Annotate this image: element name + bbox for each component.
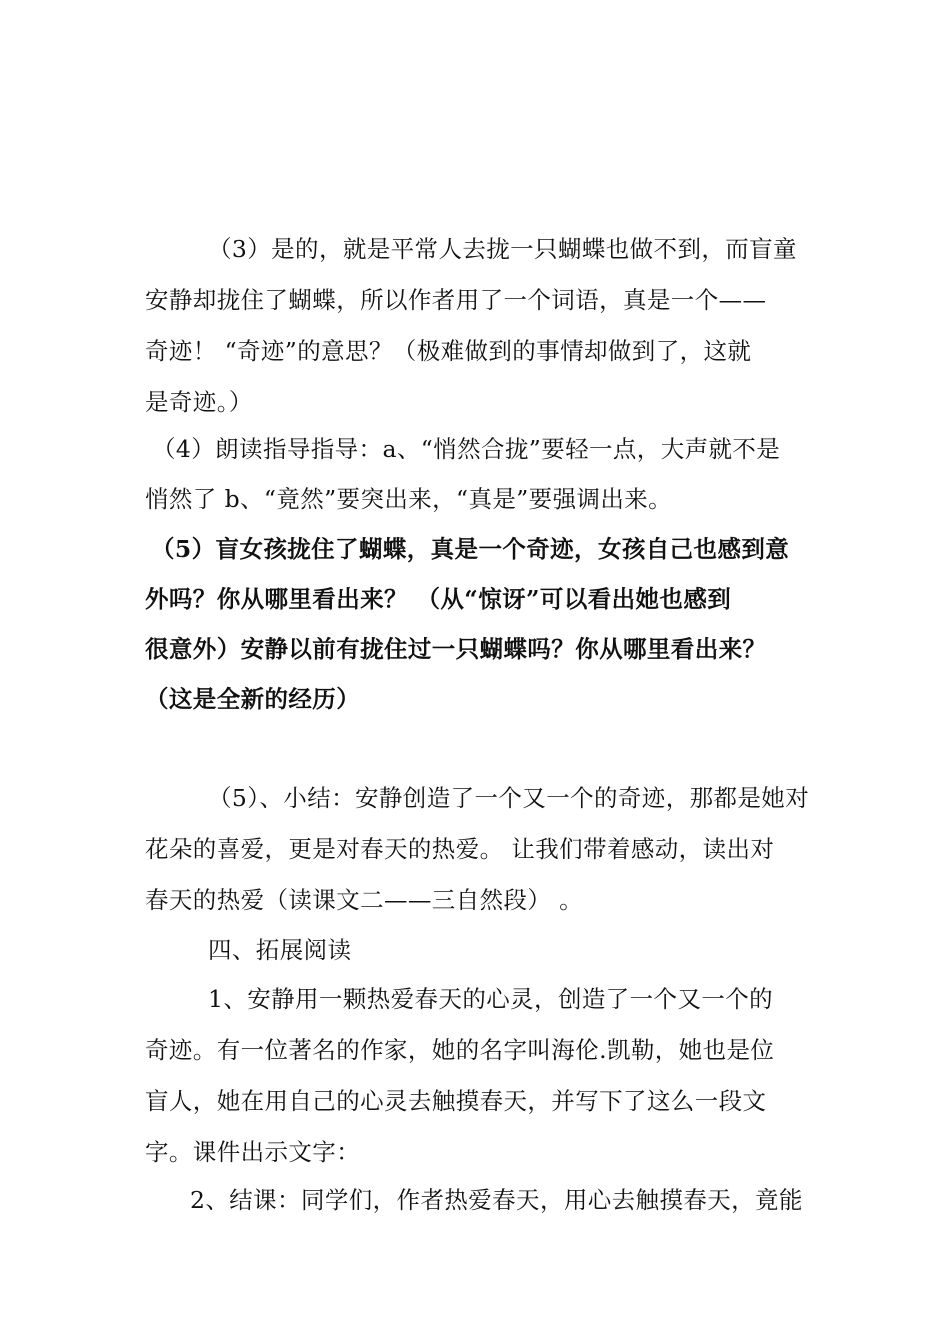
paragraph-5-line-4: （这是全新的经历）: [145, 685, 361, 713]
paragraph-3-line-2: 安静却拢住了蝴蝶，所以作者用了一个词语，真是一个——: [145, 286, 767, 314]
summary-line-3: 春天的热爱（读课文二——三自然段） 。: [145, 886, 584, 914]
section-heading-extended-reading: 四、拓展阅读: [208, 936, 352, 964]
reading-line-4: 字。课件出示文字：: [145, 1138, 361, 1166]
summary-line-2: 花朵的喜爱，更是对春天的热爱。 让我们带着感动，读出对: [145, 835, 775, 863]
paragraph-4-line-1: （4）朗读指导指导：a、“悄然合拢”要轻一点，大声就不是: [152, 435, 781, 463]
paragraph-5-line-1: （5）盲女孩拢住了蝴蝶，真是一个奇迹，女孩自己也感到意: [151, 535, 790, 563]
paragraph-4-line-2: 悄然了 b、“竟然”要突出来，“真是”要强调出来。: [145, 485, 673, 513]
paragraph-3-line-4: 是奇迹。）: [145, 388, 253, 416]
paragraph-5-line-3: 很意外）安静以前有拢住过一只蝴蝶吗？你从哪里看出来？: [145, 635, 767, 663]
reading-line-1: 1、安静用一颗热爱春天的心灵，创造了一个又一个的: [208, 985, 774, 1013]
reading-line-3: 盲人，她在用自己的心灵去触摸春天，并写下了这么一段文: [145, 1087, 767, 1115]
reading-line-2: 奇迹。有一位著名的作家，她的名字叫海伦.凯勒，她也是位: [145, 1036, 775, 1064]
paragraph-3-line-3: 奇迹！ “奇迹”的意思？（极难做到的事情却做到了，这就: [145, 337, 752, 365]
conclusion-line-1: 2、结课：同学们，作者热爱春天，用心去触摸春天，竟能: [190, 1186, 803, 1214]
paragraph-3-line-1: （3）是的，就是平常人去拢一只蝴蝶也做不到，而盲童: [208, 235, 797, 263]
summary-line-1: （5）、小结：安静创造了一个又一个的奇迹，那都是她对: [208, 784, 810, 812]
paragraph-5-line-2: 外吗？你从哪里看出来？ （从“惊讶”可以看出她也感到: [145, 585, 732, 613]
